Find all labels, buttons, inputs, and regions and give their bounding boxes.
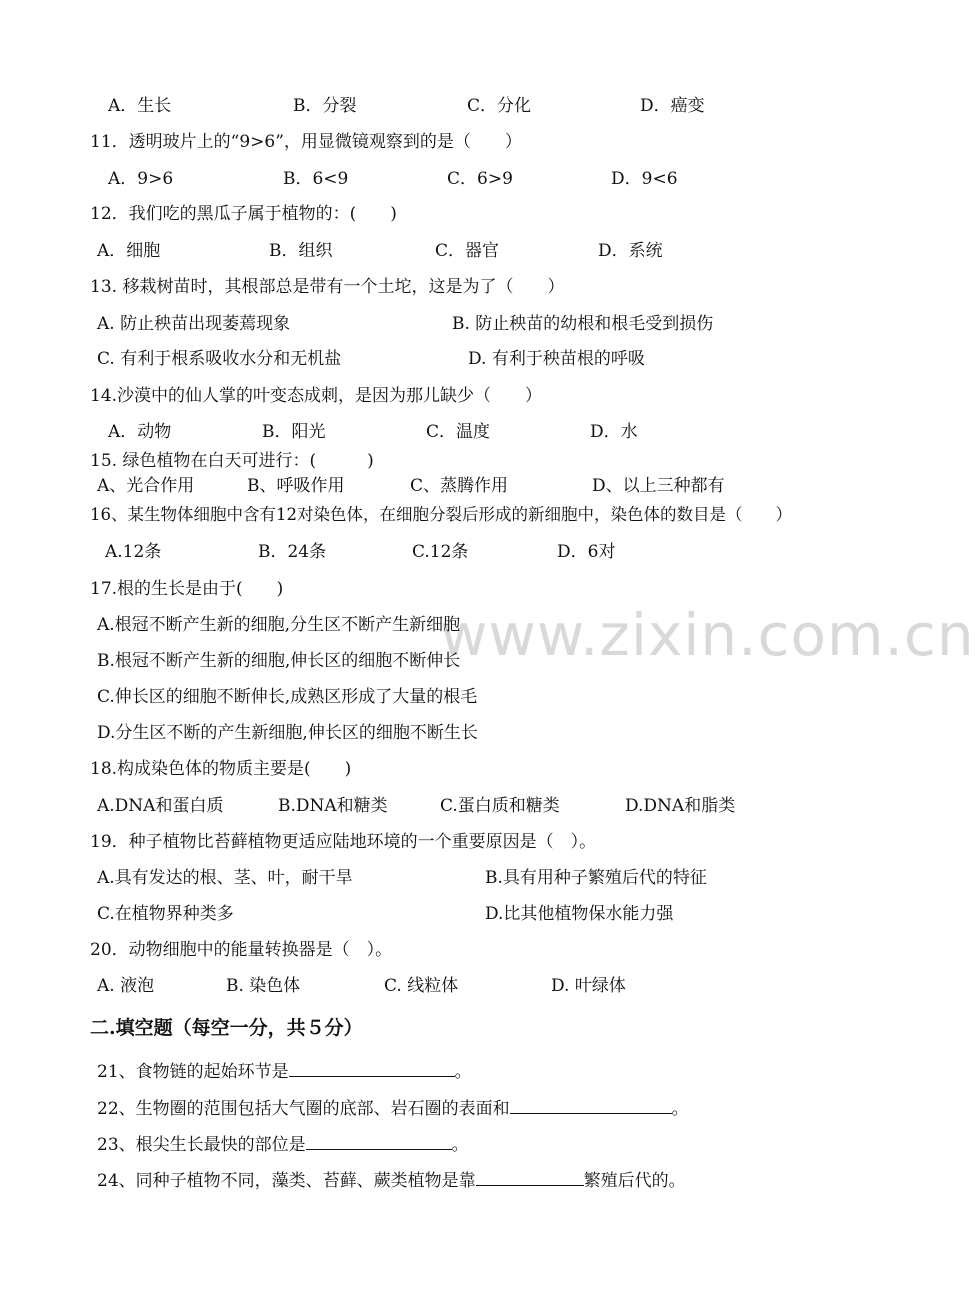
q13-option-c: C. 有利于根系吸收水分和无机盐	[97, 349, 342, 369]
q15-option-a: A、光合作用	[97, 476, 195, 496]
q12-option-a: A．细胞	[97, 241, 161, 261]
q16-option-d: D．6对	[557, 542, 616, 562]
q20-stem: 20．动物细胞中的能量转换器是（ ）。	[90, 940, 393, 960]
q19-option-a: A.具有发达的根、茎、叶，耐干旱	[97, 868, 353, 888]
q11-option-c: C．6>9	[447, 169, 513, 189]
q19-stem: 19．种子植物比苔藓植物更适应陆地环境的一个重要原因是（ ）。	[90, 832, 597, 852]
q10-option-d: D．癌变	[640, 96, 705, 116]
fill-21-pre: 21、食物链的起始环节是	[97, 1062, 289, 1082]
q14-option-b: B．阳光	[262, 422, 326, 442]
fill-24-blank[interactable]	[476, 1169, 584, 1186]
q14-stem: 14.沙漠中的仙人掌的叶变态成刺，是因为那儿缺少（ ）	[90, 386, 543, 406]
q16-stem: 16、某生物体细胞中含有12对染色体，在细胞分裂后形成的新细胞中，染色体的数目是（ ）	[90, 505, 792, 524]
q11-option-d: D．9<6	[611, 169, 678, 189]
fill-21-post: 。	[454, 1062, 472, 1082]
fill-23-blank[interactable]	[306, 1133, 452, 1150]
q12-stem: 12．我们吃的黑瓜子属于植物的：( )	[90, 204, 397, 224]
q18-stem: 18.构成染色体的物质主要是( )	[90, 759, 352, 779]
q13-stem: 13. 移栽树苗时，其根部总是带有一个土坨，这是为了（ ）	[90, 277, 565, 297]
q18-option-d: D.DNA和脂类	[625, 796, 736, 816]
q17-stem: 17.根的生长是由于( )	[90, 579, 284, 599]
q15-option-c: C、蒸腾作用	[410, 476, 509, 496]
q20-option-a: A. 液泡	[97, 976, 155, 996]
q18-option-c: C.蛋白质和糖类	[440, 796, 560, 816]
q12-option-d: D．系统	[598, 241, 663, 261]
q12-option-c: C．器官	[435, 241, 500, 261]
fill-24-pre: 24、同种子植物不同，藻类、苔藓、蕨类植物是靠	[97, 1171, 476, 1191]
fill-23	[97, 1133, 469, 1155]
q20-option-d: D. 叶绿体	[551, 976, 626, 996]
q14-option-a: A．动物	[108, 422, 172, 442]
q16-option-c: C.12条	[412, 542, 469, 562]
q17-option-a: A.根冠不断产生新的细胞,分生区不断产生新细胞	[97, 615, 461, 635]
q13-option-b: B. 防止秧苗的幼根和根毛受到损伤	[452, 314, 714, 334]
q15-stem: 15. 绿色植物在白天可进行：( )	[90, 451, 374, 471]
q17-option-d: D.分生区不断的产生新细胞,伸长区的细胞不断生长	[97, 723, 478, 743]
fill-24-post: 繁殖后代的。	[583, 1171, 686, 1191]
q13-option-d: D. 有利于秧苗根的呼吸	[468, 349, 645, 369]
q10-option-a: A．生长	[108, 96, 172, 116]
fill-23-pre: 23、根尖生长最快的部位是	[97, 1135, 306, 1155]
q16-option-b: B．24条	[258, 542, 327, 562]
q10-option-c: C．分化	[467, 96, 532, 116]
q19-option-d: D.比其他植物保水能力强	[485, 904, 674, 924]
fill-22-pre: 22、生物圈的范围包括大气圈的底部、岩石圈的表面和	[97, 1099, 510, 1119]
q15-option-b: B、呼吸作用	[247, 476, 345, 496]
q14-option-d: D．水	[590, 422, 638, 442]
q20-option-c: C. 线粒体	[384, 976, 459, 996]
q20-option-b: B. 染色体	[226, 976, 301, 996]
fill-21-blank[interactable]	[289, 1060, 455, 1077]
q12-option-b: B．组织	[269, 241, 333, 261]
q10-option-b: B．分裂	[293, 96, 357, 116]
fill-23-post: 。	[451, 1135, 469, 1155]
q19-option-b: B.具有用种子繁殖后代的特征	[485, 868, 707, 888]
q18-option-b: B.DNA和糖类	[278, 796, 388, 816]
fill-22	[97, 1097, 689, 1119]
q14-option-c: C．温度	[426, 422, 491, 442]
q11-stem: 11．透明玻片上的“9>6”，用显微镜观察到的是（ ）	[90, 132, 522, 152]
fill-24	[97, 1169, 686, 1191]
q13-option-a: A. 防止秧苗出现萎蔫现象	[97, 314, 291, 334]
q16-option-a: A.12条	[105, 542, 162, 562]
q11-option-a: A．9>6	[108, 169, 174, 189]
fill-22-blank[interactable]	[510, 1097, 672, 1114]
q18-option-a: A.DNA和蛋白质	[97, 796, 224, 816]
q17-option-c: C.伸长区的细胞不断伸长,成熟区形成了大量的根毛	[97, 687, 478, 707]
watermark-text: www.zixin.com.cn	[440, 601, 975, 669]
section2-title: 二.填空题（每空一分，共５分）	[90, 1017, 363, 1039]
q17-option-b: B.根冠不断产生新的细胞,伸长区的细胞不断伸长	[97, 651, 461, 671]
q11-option-b: B．6<9	[283, 169, 349, 189]
q19-option-c: C.在植物界种类多	[97, 904, 234, 924]
fill-22-post: 。	[671, 1099, 689, 1119]
fill-21	[97, 1060, 472, 1082]
q15-option-d: D、以上三种都有	[592, 476, 725, 496]
